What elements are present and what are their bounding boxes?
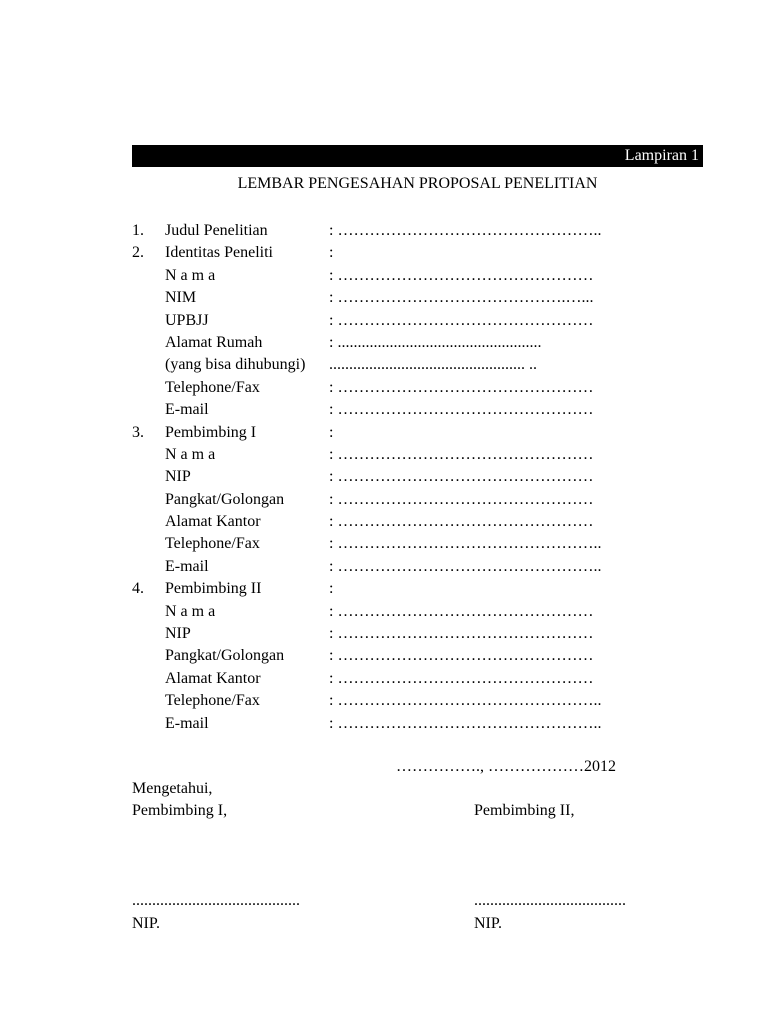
form-row — [132, 377, 692, 399]
field-value: : — [329, 423, 334, 441]
field-value: : ………………………………………… — [329, 647, 594, 665]
row-number: 2. — [132, 244, 144, 262]
field-value: : ………………………………………….. — [329, 557, 602, 575]
form-row — [132, 623, 692, 645]
field-label: (yang bisa dihubungi) — [165, 356, 306, 374]
field-label: Alamat Kantor — [165, 513, 261, 531]
form-row — [132, 310, 692, 332]
form-row — [132, 422, 692, 444]
form-row — [132, 511, 692, 533]
field-label: Pangkat/Golongan — [165, 490, 285, 508]
field-value: : …………………………………….…... — [329, 289, 594, 307]
document-title: LEMBAR PENGESAHAN PROPOSAL PENELITIAN — [237, 175, 598, 192]
field-value: : ………………………………………… — [329, 311, 594, 329]
field-label: Alamat Rumah — [165, 333, 263, 351]
field-value: : ………………………………………… — [329, 513, 594, 531]
field-label: Pembimbing II — [165, 580, 262, 598]
field-label: E-mail — [165, 714, 209, 732]
form-row — [132, 354, 692, 376]
field-value: : ………………………………………….. — [329, 714, 602, 732]
field-label: Judul Penelitian — [165, 222, 268, 239]
attachment-label: Lampiran 1 — [624, 147, 699, 164]
field-value: : ………………………………………….. — [329, 222, 602, 239]
field-value: : ………………………………………… — [329, 445, 594, 463]
supervisor-2-signature-line: ...................................... — [474, 892, 626, 909]
form-row — [132, 556, 692, 578]
field-value: : ................................................... — [329, 333, 542, 351]
field-label: Identitas Peneliti — [165, 244, 273, 262]
field-label: Telephone/Fax — [165, 692, 260, 710]
row-number: 3. — [132, 423, 144, 441]
form-fields — [132, 220, 692, 735]
field-value: ................................................. .. — [329, 356, 537, 374]
field-label: Telephone/Fax — [165, 378, 260, 396]
field-label: NIP — [165, 468, 191, 486]
form-row — [132, 713, 692, 735]
field-value: : ………………………………………… — [329, 266, 594, 284]
field-value: : — [329, 580, 334, 598]
field-value: : ………………………………………… — [329, 401, 594, 419]
field-value: : ………………………………………….. — [329, 692, 602, 710]
field-value: : ………………………………………… — [329, 625, 594, 643]
form-row — [132, 489, 692, 511]
row-number: 1. — [132, 222, 144, 239]
form-row — [132, 601, 692, 623]
field-value: : ………………………………………… — [329, 490, 594, 508]
field-label: NIP — [165, 625, 191, 643]
row-number: 4. — [132, 580, 144, 598]
field-value: : ………………………………………….. — [329, 535, 602, 553]
field-value: : ………………………………………… — [329, 602, 594, 620]
field-label: Telephone/Fax — [165, 535, 260, 553]
form-row — [132, 578, 692, 600]
field-value: : ………………………………………… — [329, 669, 594, 687]
field-label: UPBJJ — [165, 311, 209, 329]
field-label: Pembimbing I — [165, 423, 257, 441]
form-row — [132, 690, 692, 712]
field-label: E-mail — [165, 401, 209, 419]
form-row — [132, 533, 692, 555]
field-label: N a m a — [165, 266, 216, 284]
field-label: N a m a — [165, 445, 216, 463]
supervisor-2-nip: NIP. — [474, 915, 503, 932]
field-label: N a m a — [165, 602, 216, 620]
field-value: : — [329, 244, 334, 262]
attachment-header-bar — [132, 145, 703, 167]
form-row — [132, 444, 692, 466]
form-row — [132, 332, 692, 354]
supervisor-1-signature-line: .......................................... — [132, 892, 300, 909]
form-row — [132, 466, 692, 488]
supervisor-1-nip: NIP. — [132, 915, 161, 932]
form-row — [132, 220, 692, 242]
form-row — [132, 265, 692, 287]
supervisor-2-title: Pembimbing II, — [474, 802, 575, 819]
supervisor-1-title: Pembimbing I, — [132, 802, 228, 819]
form-row — [132, 645, 692, 667]
form-row — [132, 287, 692, 309]
field-label: E-mail — [165, 557, 209, 575]
form-row — [132, 242, 692, 264]
field-label: Alamat Kantor — [165, 669, 261, 687]
acknowledged-label: Mengetahui, — [132, 780, 213, 797]
form-row — [132, 399, 692, 421]
field-label: NIM — [165, 289, 197, 307]
field-value: : ………………………………………… — [329, 468, 594, 486]
field-label: Pangkat/Golongan — [165, 647, 285, 665]
form-row — [132, 668, 692, 690]
field-value: : ………………………………………… — [329, 378, 594, 396]
signature-date-line: ……………., ………………2012 — [396, 758, 616, 775]
